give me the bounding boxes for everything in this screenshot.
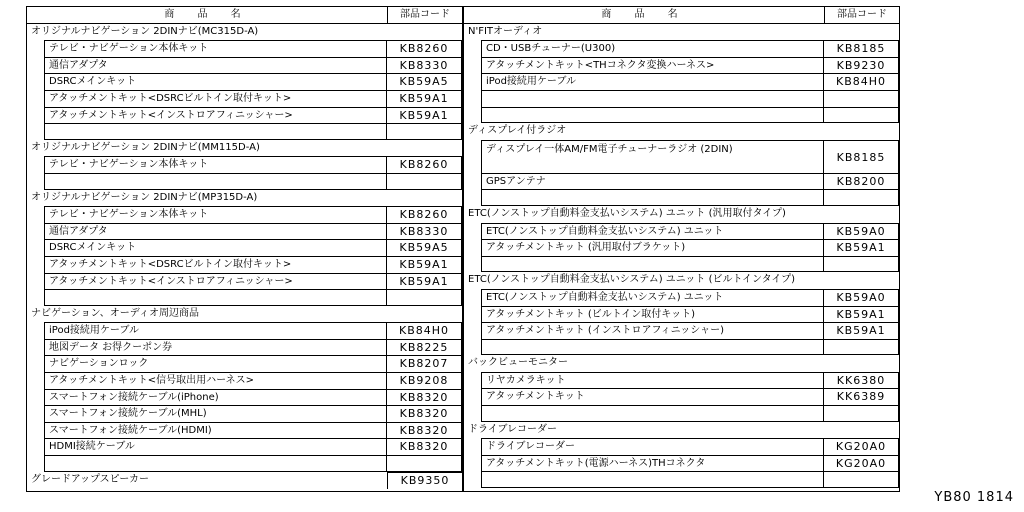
category-title: ドライブレコーダー: [468, 423, 557, 435]
table-header: [464, 7, 899, 24]
category-title: ディスプレイ付ラジオ: [468, 125, 567, 137]
empty-row: [481, 339, 899, 356]
table-row: [44, 339, 462, 356]
item-code: KK6389: [823, 389, 898, 405]
table-row: [44, 389, 462, 406]
item-name: アタッチメントキット<インストロアフィニッシャー>: [49, 275, 293, 287]
item-name: アタッチメントキット(電源ハーネス)THコネクタ: [486, 457, 706, 469]
item-code: KB9230: [823, 58, 898, 74]
item-code: KB84H0: [823, 74, 898, 90]
item-name: GPSアンテナ: [486, 175, 546, 187]
table-row: [44, 156, 462, 173]
table-row: [44, 73, 462, 90]
table-row: [481, 306, 899, 323]
empty-code-cell: [823, 472, 898, 487]
table-row: [481, 455, 899, 472]
item-code: KB8260: [386, 41, 461, 57]
item-code: KB8330: [386, 224, 461, 240]
category-title: オリジナルナビゲーション 2DINナビ(MC315D-A): [31, 25, 259, 37]
table-row: [481, 239, 899, 256]
item-name: アタッチメントキット<DSRCビルトイン取付キット>: [49, 258, 292, 270]
item-name: 通信アダプタ: [49, 225, 108, 237]
item-name: DSRCメインキット: [49, 242, 137, 254]
item-code: KB59A1: [386, 108, 461, 124]
empty-row: [44, 123, 462, 140]
empty-code-cell: [823, 91, 898, 107]
item-code: KB59A0: [823, 224, 898, 240]
item-code: KB8320: [386, 390, 461, 406]
table-row: [44, 322, 462, 339]
item-code: KB8207: [386, 356, 461, 372]
empty-row: [481, 256, 899, 273]
table-row: [481, 438, 899, 455]
table-header: [27, 7, 462, 24]
category-title: バックビューモニター: [468, 357, 568, 369]
item-name: リヤカメラキット: [486, 374, 566, 386]
empty-row: [44, 289, 462, 306]
item-name: テレビ・ナビゲーション本体キット: [49, 159, 209, 171]
table-row: [481, 40, 899, 57]
table-row: [44, 273, 462, 290]
item-name: スマートフォン接続ケーブル(HDMI): [49, 424, 212, 436]
table-row: [481, 223, 899, 240]
category-title: オリジナルナビゲーション 2DINナビ(MM115D-A): [31, 141, 260, 153]
empty-row: [481, 405, 899, 422]
item-name: CD・USBチューナー(U300): [486, 43, 616, 55]
item-code: KB59A5: [386, 240, 461, 256]
empty-code-cell: [386, 124, 461, 139]
item-code: KB8320: [386, 423, 461, 439]
empty-row: [481, 107, 899, 124]
item-code: KB59A5: [386, 74, 461, 90]
item-code: KK6380: [823, 373, 898, 389]
item-name: アタッチメントキット<DSRCビルトイン取付キット>: [49, 92, 292, 104]
item-name: アタッチメントキット<インストロアフィニッシャー>: [49, 109, 293, 121]
table-row: [481, 372, 899, 389]
item-code: KG20A0: [823, 439, 898, 455]
table-row: [481, 173, 899, 190]
item-name: スマートフォン接続ケーブル(iPhone): [49, 391, 219, 403]
code-column-header: 部品コード: [824, 7, 899, 23]
empty-code-cell: [823, 257, 898, 272]
table-row: [44, 57, 462, 74]
item-name: ディスプレイ一体AM/FM電子チューナーラジオ (2DIN): [486, 143, 733, 155]
table-row: [44, 239, 462, 256]
item-code: KB8185: [823, 141, 898, 173]
category-title: グレードアップスピーカー: [31, 473, 149, 485]
item-name: ドライブレコーダー: [486, 441, 575, 453]
item-name: アタッチメントキット<信号取出用ハーネス>: [49, 375, 254, 387]
empty-code-cell: [386, 456, 461, 471]
item-name: ETC(ノンストップ自動料金支払いシステム) ユニット: [486, 225, 724, 237]
item-code: KB8225: [386, 340, 461, 356]
item-name: アタッチメントキット (ビルトイン取付キット): [486, 308, 695, 320]
item-name: スマートフォン接続ケーブル(MHL): [49, 408, 207, 420]
empty-row: [44, 173, 462, 190]
page-code: YB80 1814: [934, 490, 1014, 505]
item-code: KB8260: [386, 207, 461, 223]
empty-code-cell: [823, 406, 898, 421]
item-code: KB59A1: [386, 91, 461, 107]
item-name: HDMI接続ケーブル: [49, 441, 135, 453]
item-code: KB59A0: [823, 290, 898, 306]
table-row: [481, 322, 899, 339]
empty-row: [481, 90, 899, 107]
item-name: 通信アダプタ: [49, 59, 108, 71]
name-column-header: 商 品 名: [601, 9, 688, 20]
table-row: [481, 57, 899, 74]
item-code: KB59A1: [386, 274, 461, 290]
category-title: オリジナルナビゲーション 2DINナビ(MP315D-A): [31, 191, 258, 203]
empty-code-cell: [823, 340, 898, 355]
empty-code-cell: [823, 108, 898, 123]
item-code: KB9208: [386, 373, 461, 389]
item-code: KB59A1: [823, 240, 898, 256]
code-column-header: 部品コード: [387, 7, 462, 23]
table-row: [44, 256, 462, 273]
table-row: [44, 40, 462, 57]
empty-row: [481, 471, 899, 488]
table-row: [481, 388, 899, 405]
item-code: KB8200: [823, 174, 898, 190]
empty-code-cell: [386, 174, 461, 189]
item-name: アタッチメントキット (汎用取付ブラケット): [486, 242, 686, 254]
item-code: KG20A0: [823, 456, 898, 472]
category-title: ナビゲーション、オーディオ周辺商品: [31, 307, 199, 319]
table-row: [44, 438, 462, 455]
category-title: ETC(ノンストップ自動料金支払いシステム) ユニット (汎用取付タイプ): [468, 207, 786, 219]
item-name: テレビ・ナビゲーション本体キット: [49, 209, 209, 221]
table-row: [481, 289, 899, 306]
left-parts-table: [26, 6, 463, 492]
item-name: DSRCメインキット: [49, 76, 137, 88]
empty-row: [44, 455, 462, 472]
table-row: [44, 206, 462, 223]
item-code: KB8330: [386, 58, 461, 74]
item-name: アタッチメントキット<THコネクタ変換ハーネス>: [486, 59, 715, 71]
item-name: ナビゲーションロック: [49, 358, 149, 370]
item-name: iPod接続用ケーブル: [49, 325, 140, 337]
table-row: [44, 107, 462, 124]
item-code: KB59A1: [823, 323, 898, 339]
item-code: KB8185: [823, 41, 898, 57]
name-column-header: 商 品 名: [164, 9, 251, 20]
table-row: [481, 73, 899, 90]
item-name: アタッチメントキット (インストロアフィニッシャー): [486, 325, 724, 337]
category-title: N'FITオーディオ: [468, 25, 543, 37]
item-name: アタッチメントキット: [486, 391, 585, 403]
empty-code-cell: [386, 290, 461, 305]
item-code: KB59A1: [823, 307, 898, 323]
item-code: KB59A1: [386, 257, 461, 273]
item-name: ETC(ノンストップ自動料金支払いシステム) ユニット: [486, 291, 724, 303]
item-name: テレビ・ナビゲーション本体キット: [49, 43, 209, 55]
item-name: iPod接続用ケーブル: [486, 76, 577, 88]
empty-row: [481, 189, 899, 206]
table-row: [44, 90, 462, 107]
item-code: KB9350: [387, 472, 462, 490]
item-code: KB8260: [386, 157, 461, 173]
table-row: [481, 140, 899, 173]
table-row: [44, 405, 462, 422]
item-code: KB84H0: [386, 323, 461, 339]
item-code: KB8320: [386, 406, 461, 422]
table-row: [44, 422, 462, 439]
category-row-with-code: [27, 472, 462, 489]
item-name: 地図データ お得クーポン券: [49, 341, 173, 353]
table-row: [44, 223, 462, 240]
empty-code-cell: [823, 190, 898, 205]
right-parts-table: [463, 6, 900, 492]
category-title: ETC(ノンストップ自動料金支払いシステム) ユニット (ビルトインタイプ): [468, 274, 795, 286]
item-code: KB8320: [386, 439, 461, 455]
table-row: [44, 355, 462, 372]
table-row: [44, 372, 462, 389]
